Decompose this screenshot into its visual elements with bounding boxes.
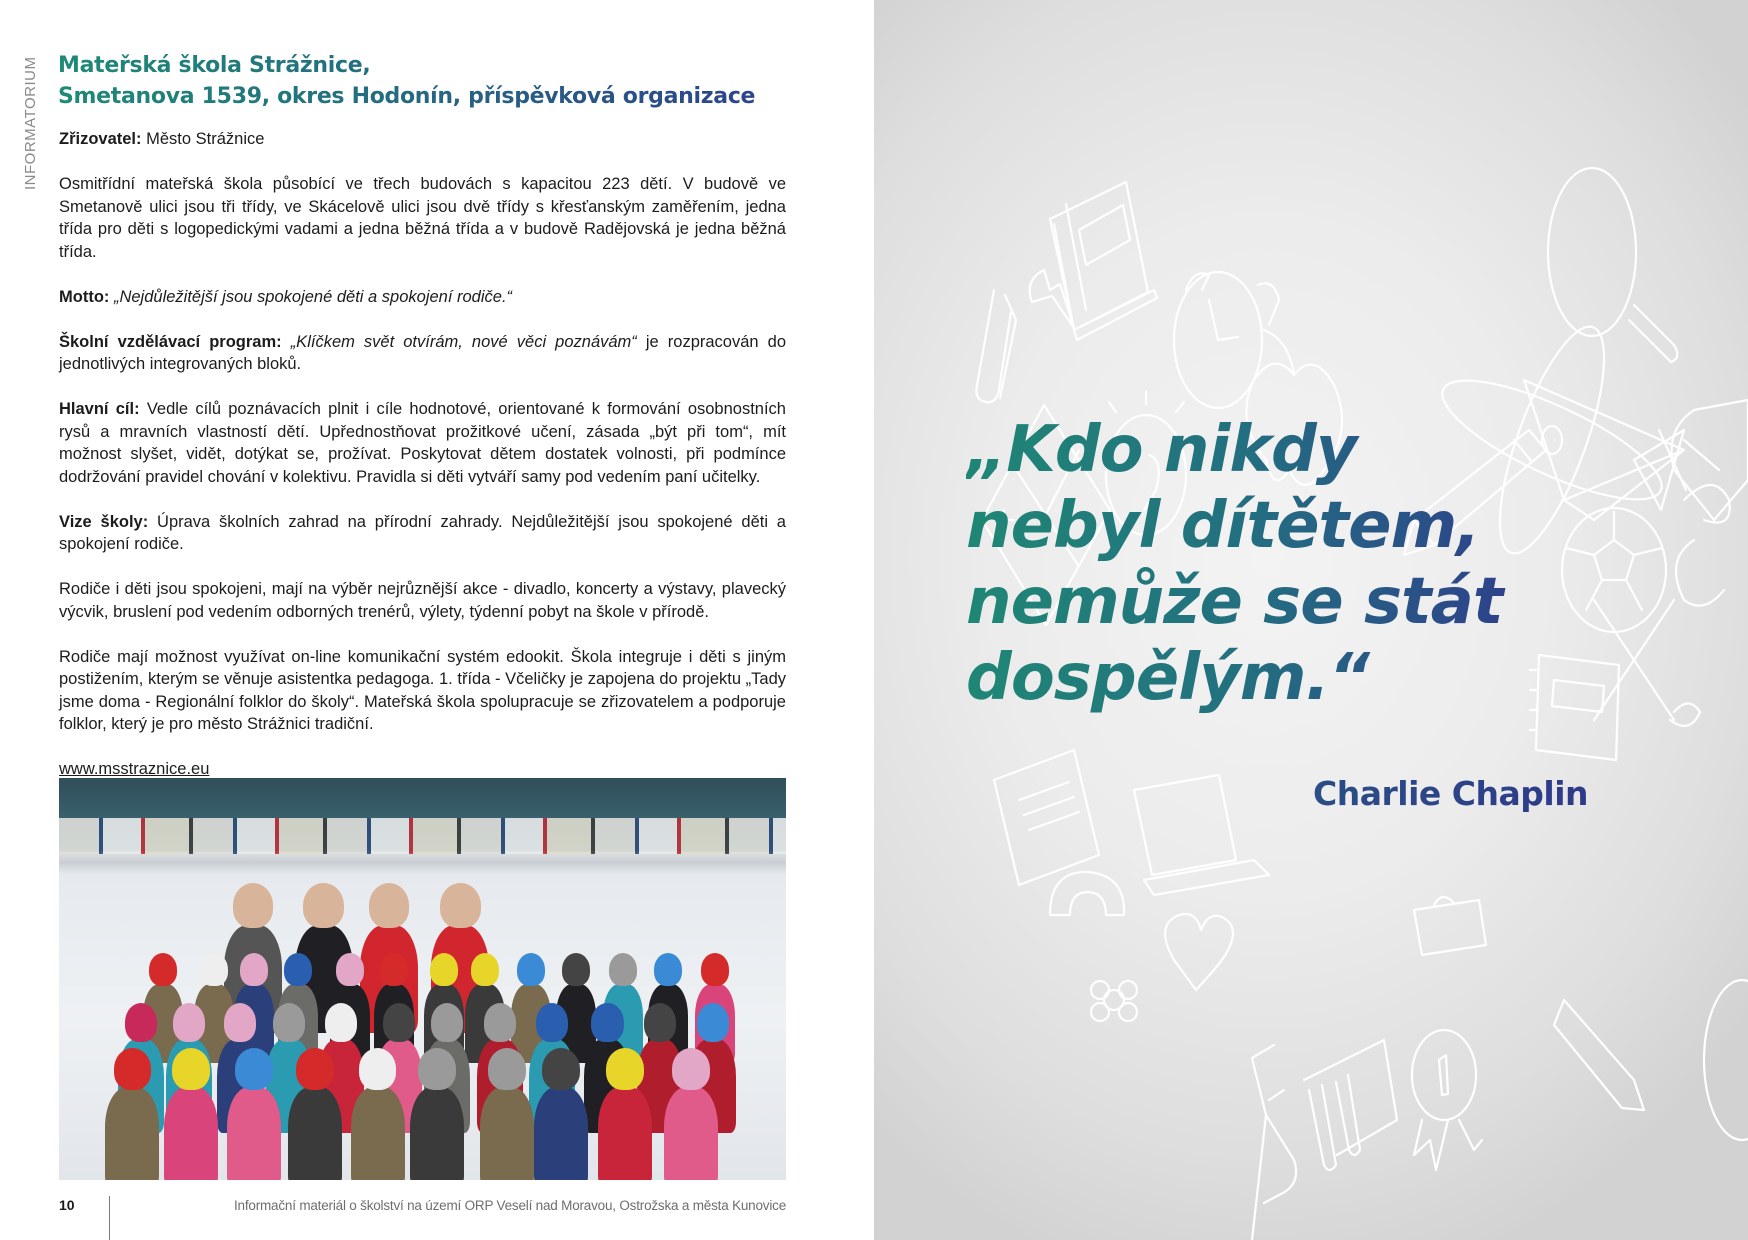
founder-label: Zřizovatel:	[59, 130, 142, 148]
child-figure	[664, 1087, 718, 1180]
founder-value: Město Strážnice	[141, 130, 265, 148]
child-helmet	[273, 1003, 305, 1042]
child-figure	[598, 1087, 652, 1180]
school-description	[59, 128, 786, 803]
vision-label: Vize školy:	[59, 512, 149, 531]
child-helmet	[431, 1003, 463, 1042]
child-helmet	[536, 1003, 568, 1042]
child-helmet	[562, 953, 590, 986]
quote-line-3: nemůže se stát	[966, 565, 1503, 639]
child-helmet	[336, 953, 364, 986]
child-helmet	[471, 953, 499, 986]
test-tubes-icon	[1304, 1040, 1397, 1170]
child-figure	[288, 1087, 342, 1180]
ruler-icon	[1554, 1000, 1644, 1110]
child-helmet	[440, 883, 481, 928]
quote	[966, 412, 1586, 716]
child-helmet	[125, 1003, 157, 1042]
child-figure	[227, 1087, 281, 1180]
child-helmet	[488, 1048, 526, 1090]
child-helmet	[517, 953, 545, 986]
puzzle-icon	[1414, 897, 1486, 955]
website-link[interactable]: www.msstraznice.eu	[59, 760, 210, 778]
child-helmet	[672, 1048, 710, 1090]
activities-paragraph: Rodiče i děti jsou spokojeni, mají na výběr nejrůznější akce - divadlo, koncerty a výstavy, plavecký výcvik, bruslení pod vedením odborných trenérů, výlety, týdenní pobyt na škole v přírodě.	[59, 580, 786, 621]
school-title	[58, 50, 798, 112]
quote-line-4: dospělým.“	[966, 641, 1369, 715]
children-group	[99, 873, 756, 1160]
child-helmet	[430, 953, 458, 986]
alarm-clock-icon	[1174, 272, 1279, 408]
child-helmet	[173, 1003, 205, 1042]
magnet-icon	[1050, 872, 1124, 915]
child-helmet	[303, 883, 344, 928]
child-helmet	[484, 1003, 516, 1042]
child-helmet	[200, 953, 228, 986]
child-figure	[351, 1087, 405, 1180]
award-medal-icon	[1412, 1030, 1482, 1170]
child-figure	[480, 1087, 534, 1180]
magnifier-icon	[1548, 168, 1677, 362]
rink-boards	[59, 818, 786, 854]
ice-skating-photo	[59, 778, 786, 1180]
child-figure	[164, 1087, 218, 1180]
child-figure	[534, 1087, 588, 1180]
child-helmet	[224, 1003, 256, 1042]
globe-icon	[1704, 980, 1748, 1140]
child-figure	[105, 1087, 159, 1180]
child-helmet	[325, 1003, 357, 1042]
main-goal-text: Vedle cílů poznávacích plnit i cíle hodnotové, orientované k formování osobnostních rysů a mravních vlastností dětí. Upřednostňovat prožitkové učení, zásada „být při tom“, mít možnost slyšet, vidět, dotýkat se, prožívat. Poskytovat dětem dostatek volnosti, při podmínce dodržování pravidel chování v kolektivu. Pravidla si děti vytváří samy pod vedením paní učitelky.	[59, 400, 786, 486]
vision-paragraph	[59, 511, 786, 556]
quote-line-2: nebyl dítětem,	[966, 489, 1480, 563]
main-goal-paragraph	[59, 398, 786, 488]
main-goal-label: Hlavní cíl:	[59, 400, 140, 418]
laptop-icon	[1134, 775, 1269, 895]
flower-icon	[1091, 981, 1137, 1021]
quote-line-1: „Kdo nikdy	[966, 413, 1357, 487]
child-helmet	[369, 883, 410, 928]
child-helmet	[591, 1003, 623, 1042]
child-helmet	[418, 1048, 456, 1090]
program-text: je rozpracován do jednotlivých integrovaných bloků.	[59, 332, 787, 373]
footer-divider	[109, 1196, 110, 1240]
child-helmet	[296, 1048, 334, 1090]
quote-author: Charlie Chaplin	[1313, 774, 1588, 813]
footer-caption: Informační materiál o školství na území ORP Veselí nad Moravou, Ostrožska a města Kunovice	[234, 1198, 786, 1213]
child-helmet	[609, 953, 637, 986]
child-helmet	[172, 1048, 210, 1090]
vision-text: Úprava školních zahrad na přírodní zahrady. Nejdůležitější jsou spokojené děti a spokojení rodiče.	[59, 512, 786, 553]
section-label: INFORMATORIUM	[22, 56, 39, 190]
child-helmet	[654, 953, 682, 986]
motto-value: „Nejdůležitější jsou spokojené děti a spokojení rodiče.“	[109, 287, 513, 306]
school-title-line-2: Smetanova 1539, okres Hodonín, příspěvková organizace	[58, 84, 756, 109]
child-helmet	[284, 953, 312, 986]
right-page	[874, 0, 1748, 1240]
child-helmet	[235, 1048, 273, 1090]
backpack-icon	[1672, 400, 1748, 520]
diploma-icon	[994, 750, 1099, 885]
intro-paragraph: Osmitřídní mateřská škola působící ve třech budovách s kapacitou 223 dětí. V budově ve Smetanově ulici jsou tři třídy, ve Skácelově ulici jsou dvě třídy s křesťanským zaměřením, jedna třída pro děti s logopedickými vadami a jedna běžná třída a v budově Radějovská je jedna běžná třída.	[59, 175, 786, 261]
child-helmet	[697, 1003, 729, 1042]
heart-icon	[1165, 914, 1233, 990]
child-helmet	[359, 1048, 397, 1090]
school-title-line-1: Mateřská škola Strážnice,	[58, 53, 371, 78]
page-number: 10	[59, 1197, 75, 1213]
child-helmet	[606, 1048, 644, 1090]
program-paragraph	[59, 331, 786, 376]
motto-paragraph	[59, 286, 786, 309]
program-name: „Klíčkem svět otvírám, nové věci poznávám“	[281, 332, 637, 351]
child-helmet	[114, 1048, 152, 1090]
child-helmet	[149, 953, 177, 986]
founder-paragraph	[59, 128, 786, 151]
child-helmet	[233, 883, 274, 928]
program-label: Školní vzdělávací program:	[59, 332, 282, 351]
child-helmet	[240, 953, 268, 986]
child-helmet	[701, 953, 729, 986]
paperclip-icon	[976, 290, 1016, 402]
child-helmet	[383, 1003, 415, 1042]
flask-icon	[1252, 1045, 1296, 1240]
child-helmet	[644, 1003, 676, 1042]
child-helmet	[380, 953, 408, 986]
child-helmet	[542, 1048, 580, 1090]
communication-paragraph: Rodiče mají možnost využívat on-line komunikační systém edookit. Škola integruje i děti s jiným postižením, kterým se věnuje asistentka pedagoga. 1. třída - Včeličky je zapojena do projektu „Tady jsme doma - Regionální folklor do školy“. Mateřská škola spolupracuje se zřizovatelem a podporuje folklor, který je pro město Strážnici tradiční.	[59, 647, 786, 733]
child-figure	[410, 1087, 464, 1180]
motto-label: Motto:	[59, 287, 110, 306]
